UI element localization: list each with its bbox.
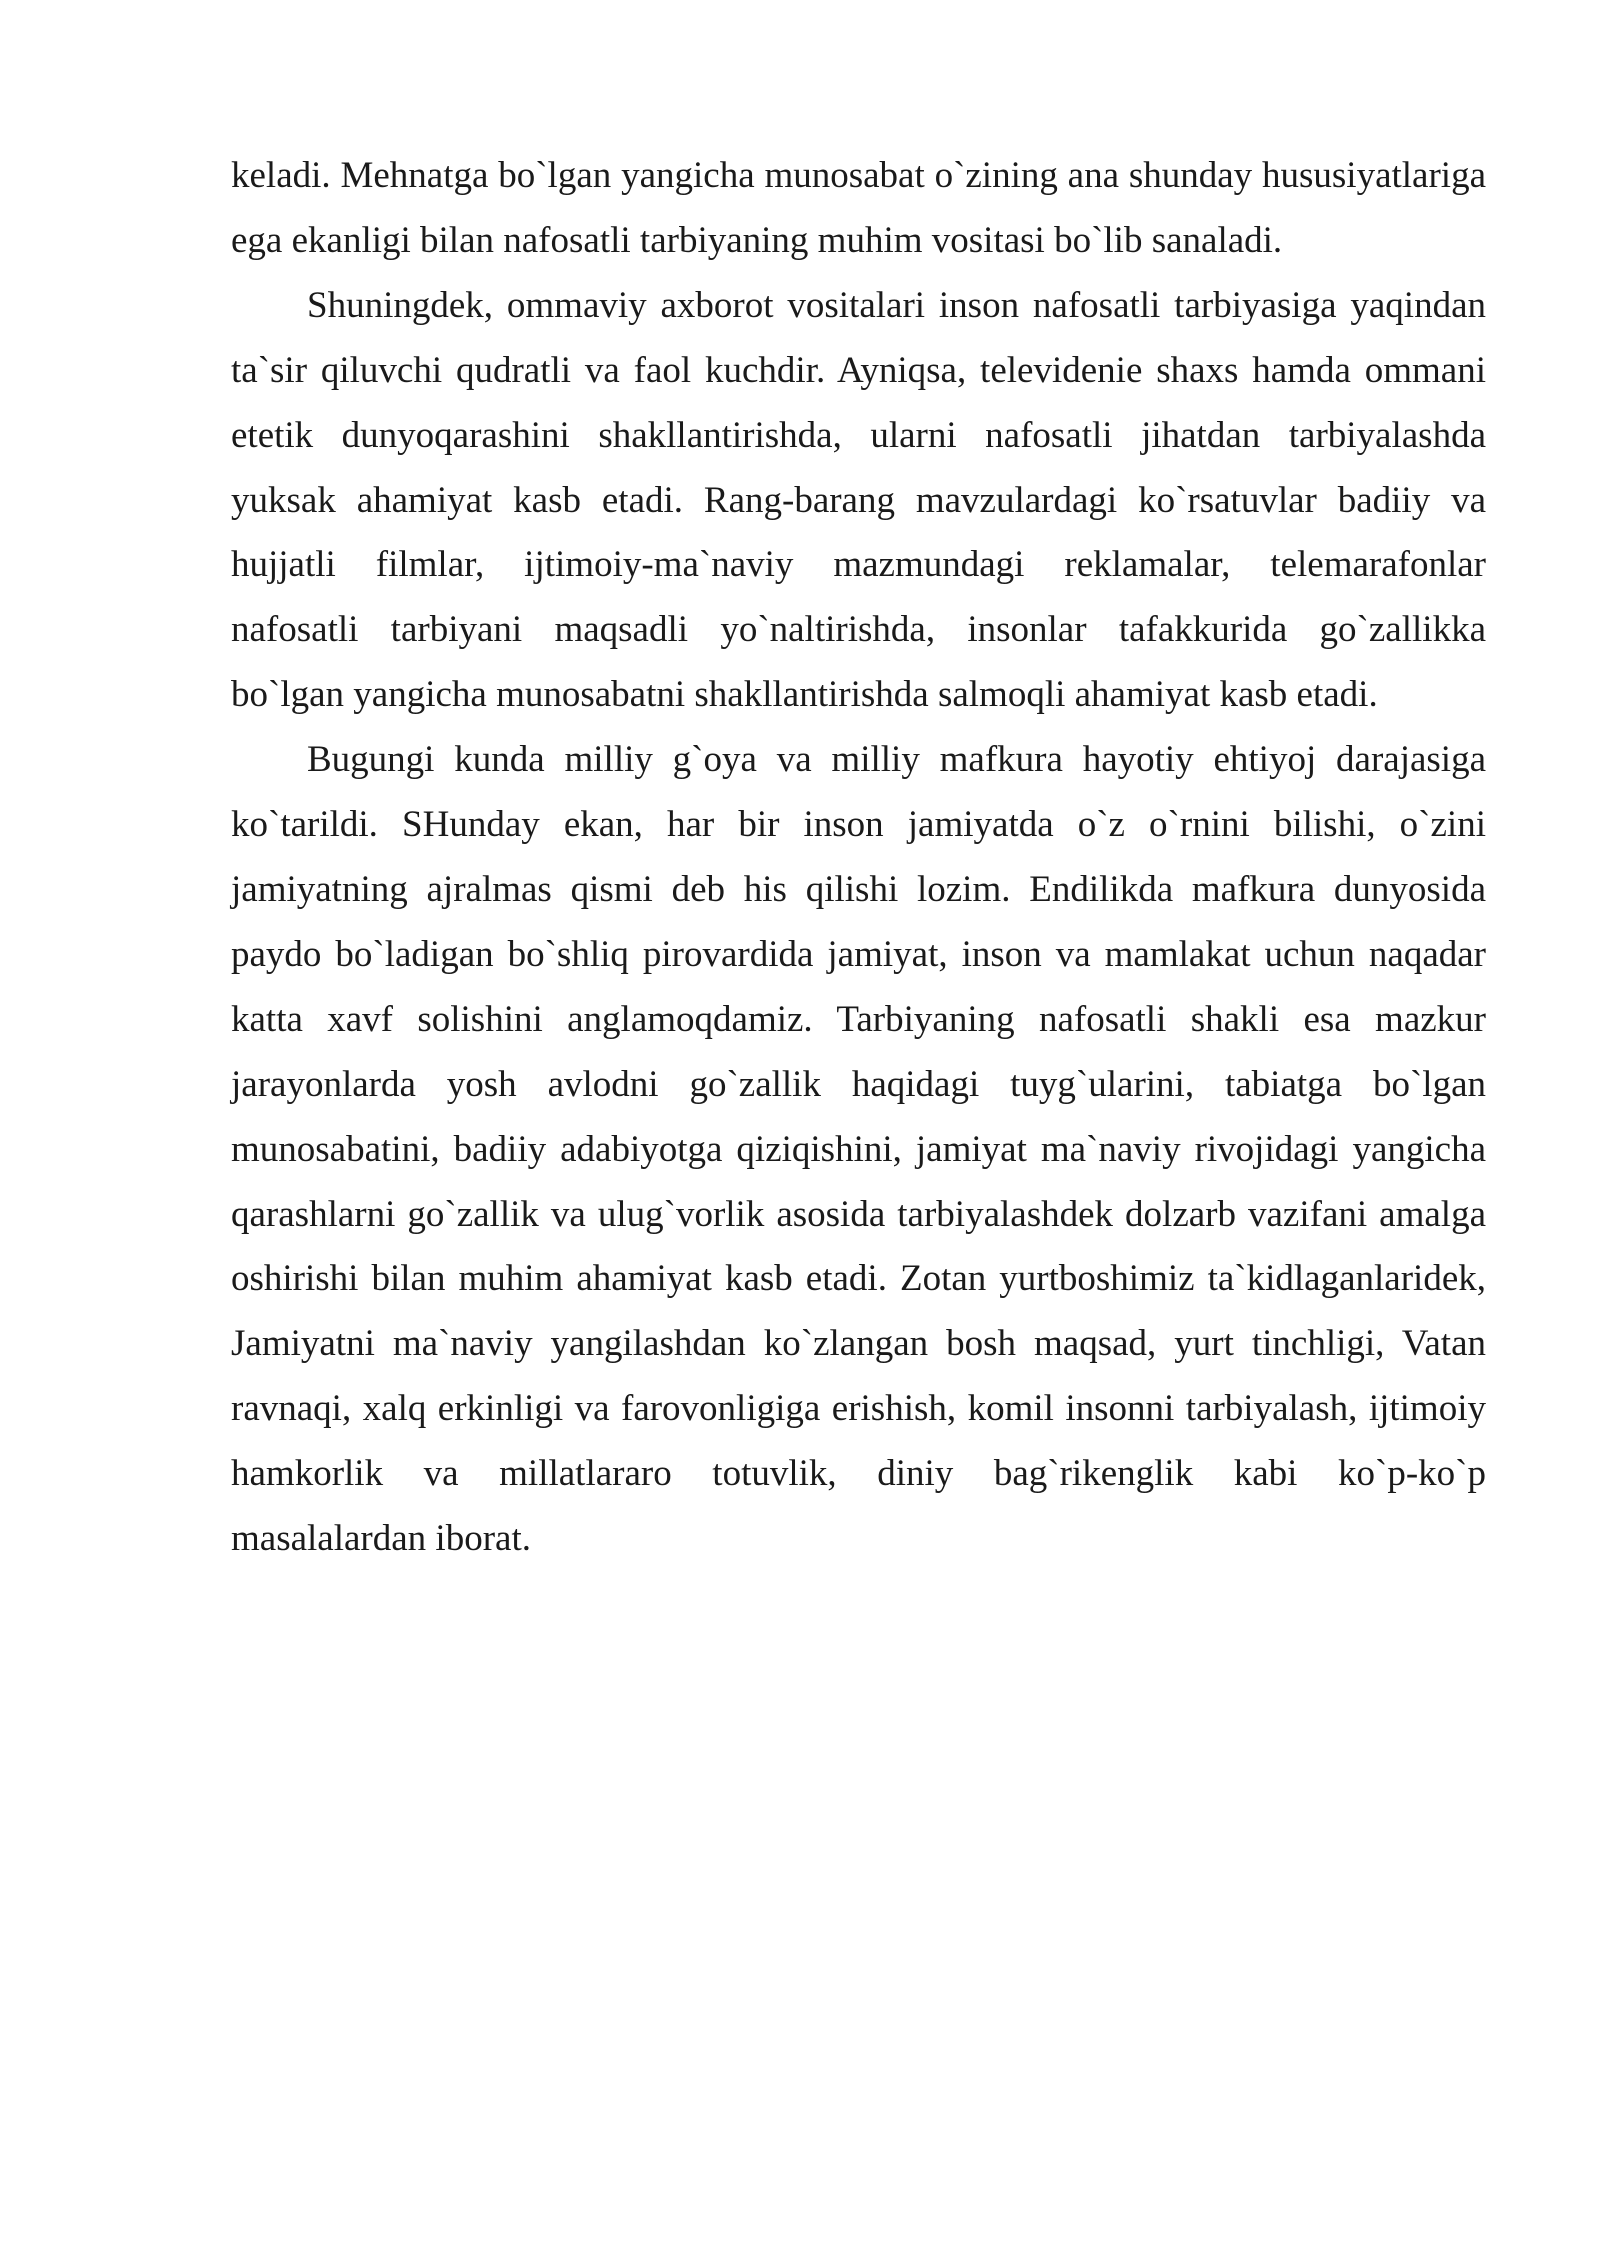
text-line: etetik dunyoqarashini shakllantirishda, ularni nafosatli jihatdan tarbiyalashda: [231, 414, 1486, 456]
text-line: paydo bo`ladigan bo`shliq pirovardida jamiyat, inson va mamlakat uchun naqadar: [231, 933, 1486, 975]
text-line: nafosatli tarbiyani maqsadli yo`naltirishda, insonlar tafakkurida go`zallikka: [231, 609, 1486, 651]
text-line: ta`sir qiluvchi qudratli va faol kuchdir. Ayniqsa, televidenie shaxs hamda ommani: [231, 349, 1486, 391]
text-line: Jamiyatni ma`naviy yangilashdan ko`zlangan bosh maqsad, yurt tinchligi, Vatan: [231, 1323, 1486, 1365]
text-line: masalalardan iborat.: [231, 1518, 531, 1560]
text-line: munosabatini, badiiy adabiyotga qiziqishini, jamiyat ma`naviy rivojidagi yangicha: [231, 1128, 1486, 1170]
text-line: qarashlarni go`zallik va ulug`vorlik asosida tarbiyalashdek dolzarb vazifani amalga: [231, 1193, 1486, 1235]
text-line: ko`tarildi. SHunday ekan, har bir inson jamiyatda o`z o`rnini bilishi, o`zini: [231, 804, 1486, 846]
text-line: hujjatli filmlar, ijtimoiy-ma`naviy mazmundagi reklamalar, telemarafonlar: [231, 544, 1486, 586]
text-line: Bugungi kunda milliy g`oya va milliy mafkura hayotiy ehtiyoj darajasiga: [307, 739, 1486, 781]
body-text: [231, 144, 1486, 1572]
paragraph-1: [231, 144, 1486, 274]
text-line: oshirishi bilan muhim ahamiyat kasb etadi. Zotan yurtboshimiz ta`kidlaganlaridek,: [231, 1258, 1486, 1300]
text-line: katta xavf solishini anglamoqdamiz. Tarbiyaning nafosatli shakli esa mazkur: [231, 998, 1486, 1040]
text-line: jamiyatning ajralmas qismi deb his qilishi lozim. Endilikda mafkura dunyosida: [231, 868, 1486, 910]
text-line: bo`lgan yangicha munosabatni shakllantirishda salmoqli ahamiyat kasb etadi.: [231, 674, 1378, 716]
text-line: jarayonlarda yosh avlodni go`zallik haqidagi tuyg`ularini, tabiatga bo`lgan: [231, 1063, 1486, 1105]
text-line: hamkorlik va millatlararo totuvlik, diniy bag`rikenglik kabi ko`p-ko`p: [231, 1453, 1486, 1495]
text-line: keladi. Mehnatga bo`lgan yangicha munosabat o`zining ana shunday hususiyatlariga: [231, 155, 1486, 196]
text-line: ega ekanligi bilan nafosatli tarbiyaning muhim vositasi bo`lib sanaladi.: [231, 219, 1283, 261]
text-line: yuksak ahamiyat kasb etadi. Rang-barang mavzulardagi ko`rsatuvlar badiiy va: [231, 479, 1486, 521]
paragraph-2: [231, 274, 1486, 728]
paragraph-3: [231, 728, 1486, 1572]
text-line: Shuningdek, ommaviy axborot vositalari inson nafosatli tarbiyasiga yaqindan: [307, 284, 1486, 326]
text-line: ravnaqi, xalq erkinligi va farovonligiga erishish, komil insonni tarbiyalash, ijtimoiy: [231, 1388, 1486, 1430]
